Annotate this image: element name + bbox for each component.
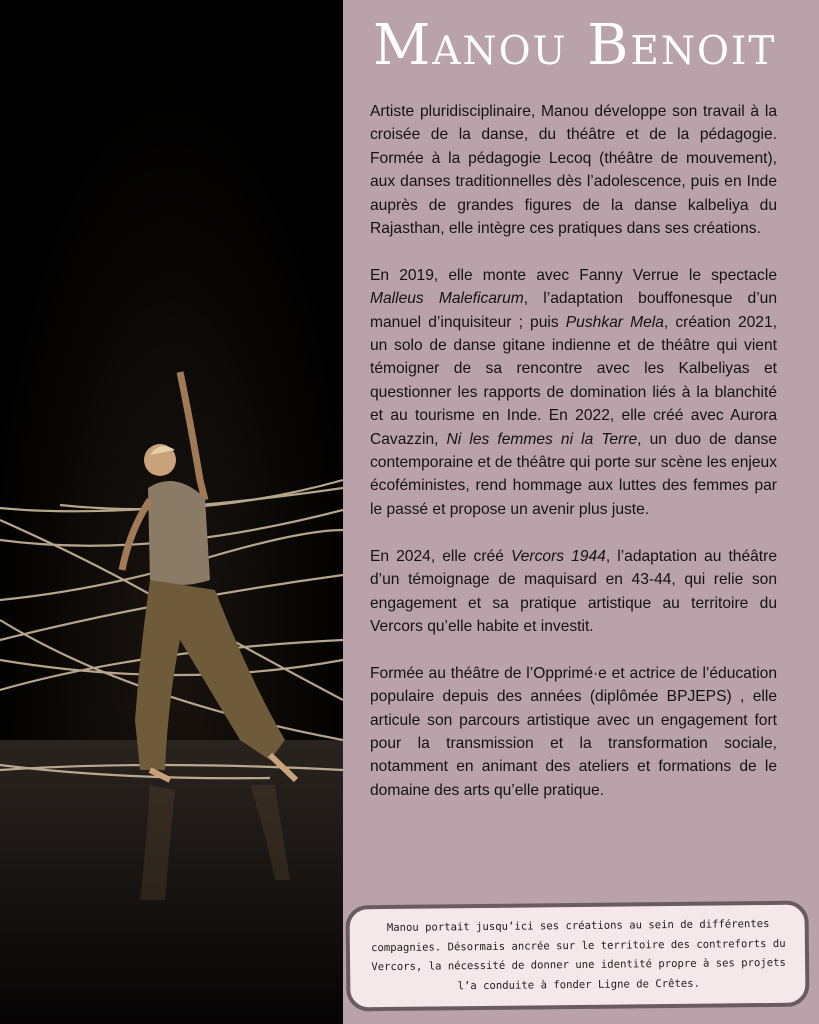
work-title: Malleus Maleficarum xyxy=(370,290,524,308)
company-note-box xyxy=(345,901,809,1012)
bio-text-run: En 2024, elle créé xyxy=(370,547,511,565)
dancer-photo xyxy=(0,0,343,1024)
bio-paragraph xyxy=(370,264,777,521)
bio-paragraph: Artiste pluridisciplinaire, Manou développe son travail à la croisée de la danse, du théâtre et de la pédagogie. Formée à la pédagogie Lecoq (théâtre de mouvement), aux danses traditionnelles dès l’adolescence, puis en Inde auprès de grandes figures de la danse kalbeliya du Rajasthan, elle intègre ces pratiques dans ses créations. xyxy=(370,103,777,238)
bio-text-run: En 2019, elle monte avec Fanny Verrue le spectacle xyxy=(370,266,777,284)
work-title: Ni les femmes ni la Terre xyxy=(446,430,638,448)
bio-text xyxy=(370,100,777,826)
bio-text-run: , création 2021, un solo de danse gitane indienne et de théâtre qui vient témoigner de sa rencontre avec les Kalbeliyas et questionner les rapports de domination liés à la blanchité et au tourisme en Inde. En 2022, elle créé avec Aurora Cavazzin, xyxy=(370,313,777,448)
bio-text-run: , un duo de danse contemporaine et de théâtre qui porte sur scène les enjeux écoféministes, rend hommage aux luttes des femmes par le passé et propose un avenir plus juste. xyxy=(370,430,777,518)
bio-paragraph: Formée au théâtre de l’Opprimé·e et actrice de l’éducation populaire depuis des années (diplômée BPJEPS) , elle articule son parcours artistique avec un engagement fort pour la transmission et la transformation sociale, notamment en animant des ateliers et formations de le domaine des arts qu’elle pratique. xyxy=(370,664,777,799)
bio-panel xyxy=(343,0,819,1024)
work-title: Vercors 1944 xyxy=(510,547,606,565)
artist-name: Manou Benoit xyxy=(373,13,777,78)
bio-paragraph xyxy=(370,545,777,639)
bio-text-run: , l’adaptation au théâtre d’un témoignage de maquisard en 43-44, qui relie son engagement et sa pratique artistique au territoire du Vercors qu’elle habite et investit. xyxy=(370,547,777,635)
bio-text-run: , l’adaptation bouffonesque d’un manuel d’inquisiteur ; puis xyxy=(370,290,777,331)
dancer-illustration xyxy=(0,0,343,1024)
work-title: Pushkar Mela xyxy=(565,313,664,331)
company-note-text: Manou portait jusqu’ici ses créations au sein de différentes compagnies. Désormais ancrée sur le territoire des contreforts du Vercors, la nécessité de donner une identité propre à ses projets l’a conduite à fonder Ligne de Crêtes. xyxy=(371,917,786,992)
